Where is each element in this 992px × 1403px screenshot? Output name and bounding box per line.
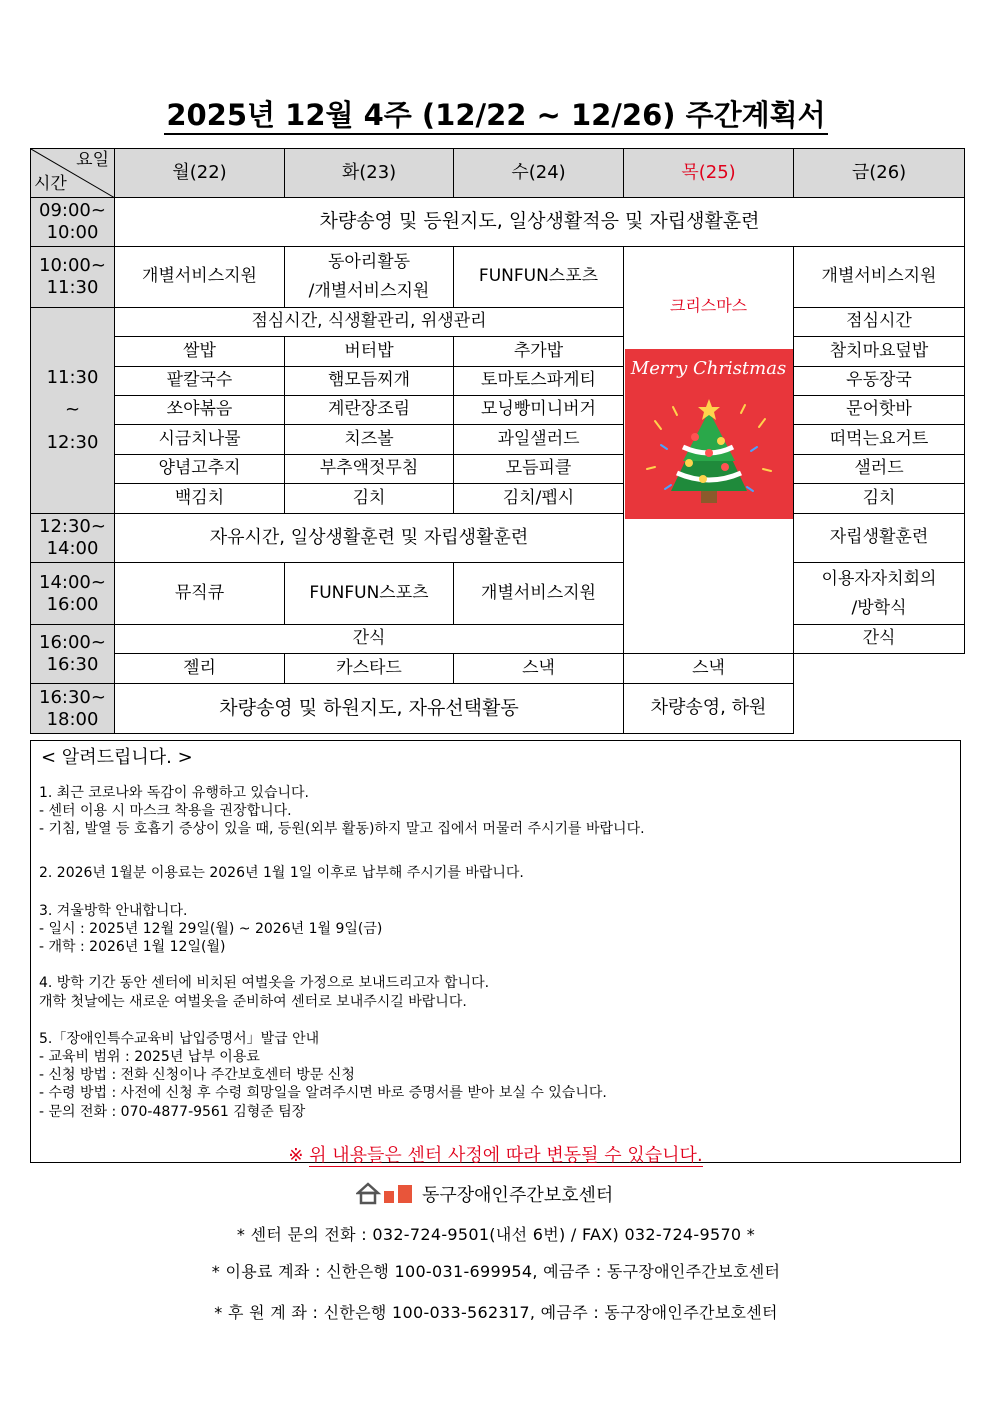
notice-line: - 일시 : 2025년 12월 29일(월) ~ 2026년 1월 9일(금) <box>39 921 383 937</box>
menu-wed-2: 토마토스파게티 <box>454 367 624 396</box>
notice-footer <box>31 1141 960 1167</box>
menu-mon-4: 시금치나물 <box>115 425 285 455</box>
notice-line: - 기침, 발열 등 호흡기 증상이 있을 때, 등원(외부 활동)하지 말고 집에서 머물러 주시기를 바랍니다. <box>39 821 645 837</box>
lunch-label-fri: 점심시간 <box>794 308 965 337</box>
time-slot-2: 10:00~ 11:30 <box>31 247 115 308</box>
notice-line: 2. 2026년 1월분 이용료는 2026년 1월 1일 이후로 납부해 주시기를 바랍니다. <box>39 865 524 881</box>
notice-line: - 수령 방법 : 사전에 신청 후 수령 희망일을 알려주시면 바로 증명서를 받아 보실 수 있습니다. <box>39 1085 607 1101</box>
time-slot-6: 16:00~ 16:30 <box>31 625 115 684</box>
snack-wed: 스낵 <box>454 654 624 684</box>
evening-activity: 차량송영 및 하원지도, 자유선택활동 <box>115 684 624 734</box>
notice-line: - 신청 방법 : 전화 신청이나 주간보호센터 방문 신청 <box>39 1067 355 1083</box>
menu-tue-4: 치즈볼 <box>285 425 454 455</box>
time-slot-7: 16:30~ 18:00 <box>31 684 115 734</box>
page-title: 2025년 12월 4주 (12/22 ~ 12/26) 주간계획서 <box>0 93 992 134</box>
christmas-card <box>625 349 793 519</box>
time-slot-3: 11:30 ~ 12:30 <box>31 308 115 514</box>
day-header-mon: 월(22) <box>115 149 285 198</box>
donation-account: * 후 원 계 좌 : 신한은행 100-033-562317, 예금주 : 동구장애인주간보호센터 <box>214 1303 778 1322</box>
am-activity-tue: 동아리활동 /개별서비스지원 <box>285 247 454 308</box>
free-time-activity: 자유시간, 일상생활훈련 및 자립생활훈련 <box>115 514 624 563</box>
free-time-fri: 자립생활훈련 <box>794 514 965 563</box>
notice-line: 1. 최근 코로나와 독감이 유행하고 있습니다. <box>39 785 309 801</box>
christmas-column <box>624 247 794 654</box>
menu-fri-6: 김치 <box>794 484 965 514</box>
menu-fri-5: 샐러드 <box>794 455 965 484</box>
snack-fri: 스낵 <box>624 654 794 684</box>
day-header-thu: 목(25) <box>624 149 794 198</box>
notice-footer-text: 위 내용들은 센터 사정에 따라 변동될 수 있습니다. <box>309 1145 703 1166</box>
pm-activity-fri: 이용자자치회의 /방학식 <box>794 563 965 625</box>
menu-fri-4: 떠먹는요거트 <box>794 425 965 455</box>
am-activity-wed: FUNFUN스포츠 <box>454 247 624 308</box>
corner-header <box>31 149 115 198</box>
notice-line: - 교육비 범위 : 2025년 납부 이용료 <box>39 1049 260 1065</box>
evening-activity-fri: 차량송영, 하원 <box>624 684 794 734</box>
menu-tue-5: 부추액젓무침 <box>285 455 454 484</box>
day-header-tue: 화(23) <box>285 149 454 198</box>
snack-label: 간식 <box>115 625 624 654</box>
notice-line: - 문의 전화 : 070-4877-9561 김형준 팀장 <box>39 1104 306 1120</box>
christmas-card-text: Merry Christmas <box>630 358 787 379</box>
time-slot-5: 14:00~ 16:00 <box>31 563 115 625</box>
menu-fri-3: 문어핫바 <box>794 396 965 425</box>
notice-line: - 개학 : 2026년 1월 12일(월) <box>39 939 226 955</box>
menu-tue-2: 햄모듬찌개 <box>285 367 454 396</box>
notice-line: 3. 겨울방학 안내합니다. <box>39 903 188 919</box>
fee-account: * 이용료 계좌 : 신한은행 100-031-699954, 예금주 : 동구장애인주간보호센터 <box>211 1262 781 1281</box>
contact-phone: * 센터 문의 전화 : 032-724-9501(내선 6번) / FAX) 032-724-9570 * <box>236 1225 756 1244</box>
menu-wed-3: 모닝빵미니버거 <box>454 396 624 425</box>
snack-mon: 젤리 <box>115 654 285 684</box>
notice-line: 4. 방학 기간 동안 센터에 비치된 여벌옷을 가정으로 보내드리고자 합니다. <box>39 975 490 991</box>
morning-activity: 차량송영 및 등원지도, 일상생활적응 및 자립생활훈련 <box>115 198 965 247</box>
menu-tue-3: 계란장조림 <box>285 396 454 425</box>
snack-label-fri: 간식 <box>794 625 965 654</box>
notice-line: - 센터 이용 시 마스크 착용을 권장합니다. <box>39 803 292 819</box>
day-header-wed: 수(24) <box>454 149 624 198</box>
menu-mon-6: 백김치 <box>115 484 285 514</box>
corner-day-label: 요일 <box>76 150 109 170</box>
menu-fri-2: 우동장국 <box>794 367 965 396</box>
pm-activity-wed: 개별서비스지원 <box>454 563 624 625</box>
menu-tue-1: 버터밥 <box>285 337 454 367</box>
time-slot-4: 12:30~ 14:00 <box>31 514 115 563</box>
am-activity-fri: 개별서비스지원 <box>794 247 965 308</box>
notice-box <box>30 740 961 1166</box>
snack-tue: 카스타드 <box>285 654 454 684</box>
pm-activity-tue: FUNFUN스포츠 <box>285 563 454 625</box>
christmas-label: 크리스마스 <box>669 295 748 315</box>
menu-mon-5: 양념고추지 <box>115 455 285 484</box>
am-activity-mon: 개별서비스지원 <box>115 247 285 308</box>
menu-mon-2: 팥칼국수 <box>115 367 285 396</box>
corner-time-label: 시간 <box>34 174 67 195</box>
menu-mon-1: 쌀밥 <box>115 337 285 367</box>
notice-line: 개학 첫날에는 새로운 여벌옷을 준비하여 센터로 보내주시길 바랍니다. <box>39 994 467 1010</box>
notice-heading: < 알려드립니다. > <box>41 747 193 768</box>
menu-fri-1: 참치마요덮밥 <box>794 337 965 367</box>
pm-activity-mon: 뮤직큐 <box>115 563 285 625</box>
menu-wed-5: 모듬피클 <box>454 455 624 484</box>
weekly-plan-table <box>30 148 965 734</box>
notice-line: 5.「장애인특수교육비 납입증명서」발급 안내 <box>39 1031 320 1047</box>
menu-wed-4: 과일샐러드 <box>454 425 624 455</box>
menu-wed-6: 김치/펩시 <box>454 484 624 514</box>
time-slot-1: 09:00~ 10:00 <box>31 198 115 247</box>
christmas-tree-icon <box>625 349 793 519</box>
center-name: 동구장애인주간보호센터 <box>422 1185 614 1206</box>
center-logo-icon <box>356 1181 416 1205</box>
day-header-fri: 금(26) <box>794 149 965 198</box>
menu-mon-3: 쏘야볶음 <box>115 396 285 425</box>
menu-wed-1: 추가밥 <box>454 337 624 367</box>
menu-tue-6: 김치 <box>285 484 454 514</box>
lunch-label: 점심시간, 식생활관리, 위생관리 <box>115 308 624 337</box>
notice-footer-mark: ※ <box>288 1145 304 1166</box>
